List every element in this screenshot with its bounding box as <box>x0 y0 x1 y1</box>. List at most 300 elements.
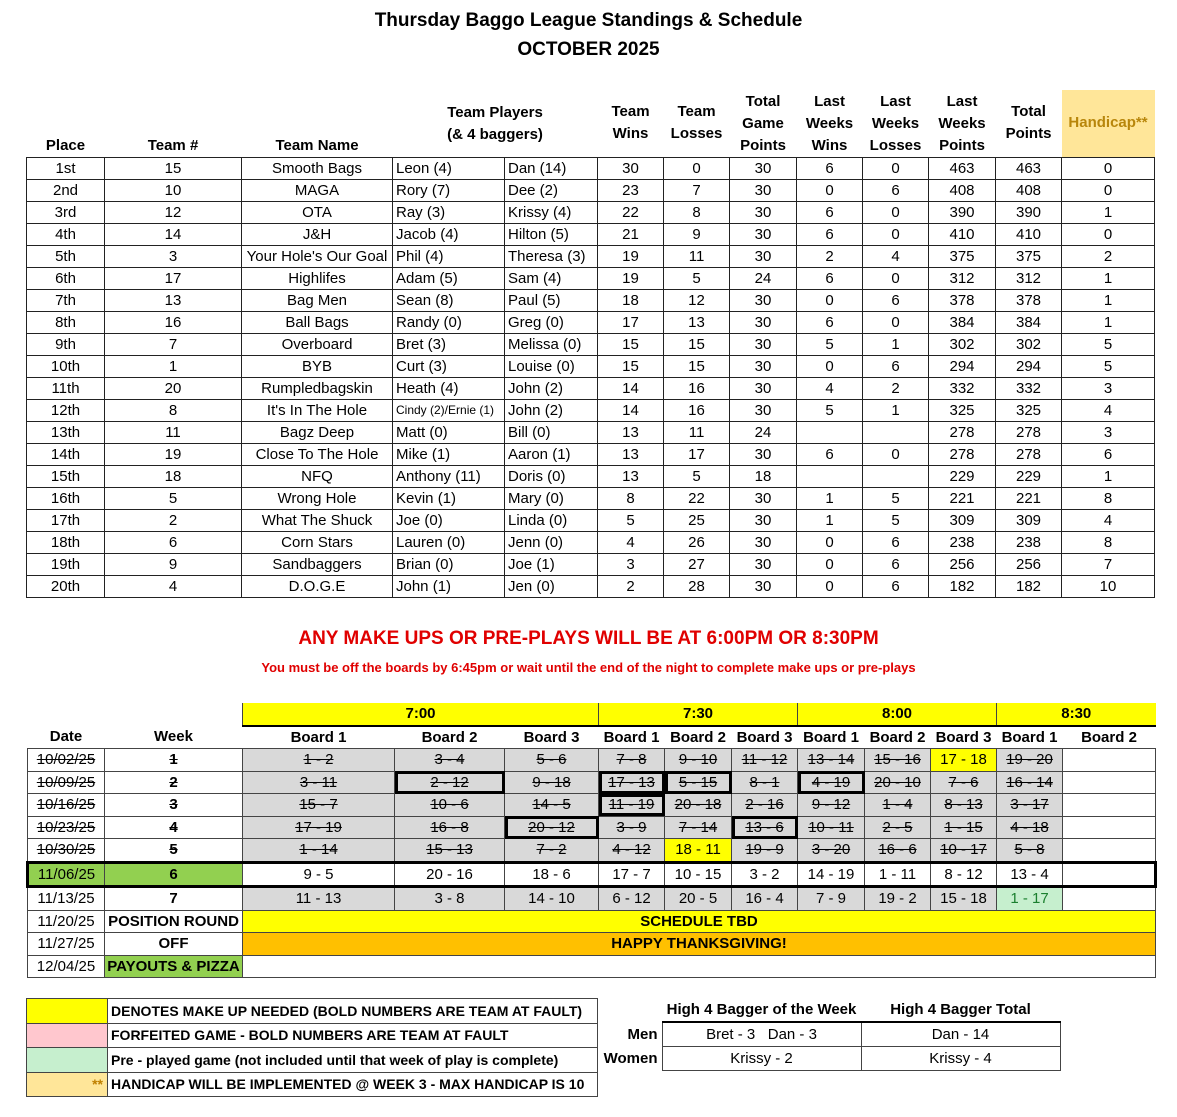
schedule-game: 17 - 7 <box>599 862 665 887</box>
standings-row <box>27 465 1155 487</box>
hfb-men-week: Bret - 3 Dan - 3 <box>662 1022 861 1047</box>
cell-total-points: 384 <box>996 311 1062 333</box>
cell-last-weeks-wins <box>797 465 863 487</box>
makeup-notice: ANY MAKE UPS OR PRE-PLAYS WILL BE AT 6:00PM OR 8:30PM <box>298 628 879 649</box>
cell-handicap: 3 <box>1062 421 1155 443</box>
cell-player-1: John (1) <box>393 575 505 597</box>
cell-total-points: 309 <box>996 509 1062 531</box>
cell-total-game-points: 30 <box>730 289 797 311</box>
cell-team-number: 16 <box>105 311 242 333</box>
cell-team-name: Wrong Hole <box>242 487 393 509</box>
standings-row <box>27 179 1155 201</box>
cell-last-weeks-wins: 0 <box>797 553 863 575</box>
schedule-game: 8 - 12 <box>931 862 997 887</box>
schedule-game: 18 - 6 <box>505 862 599 887</box>
schedule-game: 19 - 20 <box>997 749 1063 772</box>
schedule-game: 11 - 12 <box>732 749 798 772</box>
standings-row <box>27 421 1155 443</box>
schedule-header-0: Date <box>49 728 83 746</box>
schedule-game: 20 - 16 <box>395 862 505 887</box>
cell-handicap: 0 <box>1062 223 1155 245</box>
legend-text: Pre - played game (not included until that week of play is complete) <box>108 1048 598 1073</box>
cell-last-weeks-losses: 1 <box>863 399 929 421</box>
cell-place: 13th <box>27 421 105 443</box>
cell-total-game-points: 30 <box>730 487 797 509</box>
cell-team-name: It's In The Hole <box>242 399 393 421</box>
standings-row <box>27 509 1155 531</box>
schedule-game: 2 - 16 <box>732 794 798 817</box>
cell-team-number: 15 <box>105 157 242 179</box>
cell-wins: 30 <box>598 157 664 179</box>
cell-player-1: Phil (4) <box>393 245 505 267</box>
schedule-game: 15 - 7 <box>243 794 395 817</box>
cell-player-1: Sean (8) <box>393 289 505 311</box>
cell-losses: 16 <box>664 399 730 421</box>
schedule-row <box>28 839 1156 863</box>
cell-team-name: Bag Men <box>242 289 393 311</box>
schedule-date: 10/09/25 <box>28 771 105 794</box>
schedule-row <box>28 771 1156 794</box>
cell-player-2: Krissy (4) <box>505 201 598 223</box>
cell-player-2: Louise (0) <box>505 355 598 377</box>
cell-player-2: Jen (0) <box>505 575 598 597</box>
cell-last-weeks-wins: 0 <box>797 289 863 311</box>
schedule-game <box>1063 816 1156 839</box>
cell-player-1: Curt (3) <box>393 355 505 377</box>
time-slot-7-00: 7:00 <box>243 703 599 726</box>
cell-handicap: 5 <box>1062 333 1155 355</box>
cell-total-points: 408 <box>996 179 1062 201</box>
cell-player-1: Bret (3) <box>393 333 505 355</box>
cell-player-2: Paul (5) <box>505 289 598 311</box>
cell-last-weeks-points: 278 <box>929 421 996 443</box>
schedule-week: 1 <box>105 749 243 772</box>
cell-team-number: 1 <box>105 355 242 377</box>
schedule-game: 11 - 13 <box>243 887 395 911</box>
schedule-game: 17 - 19 <box>243 816 395 839</box>
page-title: Thursday Baggo League Standings & Schedule <box>374 10 803 31</box>
cell-team-name: Bagz Deep <box>242 421 393 443</box>
cell-total-game-points: 24 <box>730 421 797 443</box>
players-header-line2: (& 4 baggers) <box>447 126 543 143</box>
cell-team-number: 4 <box>105 575 242 597</box>
cell-player-1: Anthony (11) <box>393 465 505 487</box>
cell-last-weeks-wins: 6 <box>797 201 863 223</box>
schedule-game: 7 - 14 <box>665 816 732 839</box>
schedule-game: 15 - 13 <box>395 839 505 863</box>
cell-total-game-points: 30 <box>730 179 797 201</box>
cell-team-name: NFQ <box>242 465 393 487</box>
cell-last-weeks-wins: 0 <box>797 179 863 201</box>
schedule-header-10: Board 3 <box>935 728 992 746</box>
cell-player-1: Matt (0) <box>393 421 505 443</box>
schedule-week: POSITION ROUND <box>105 910 243 933</box>
schedule-game: 4 - 18 <box>997 816 1063 839</box>
col-header-last-weeks-wins: Last Weeks Wins <box>805 92 854 154</box>
schedule-game <box>1063 862 1156 887</box>
cell-losses: 16 <box>664 377 730 399</box>
time-slot-8-00: 8:00 <box>798 703 997 726</box>
cell-handicap: 0 <box>1062 157 1155 179</box>
cell-place: 10th <box>27 355 105 377</box>
cell-team-number: 10 <box>105 179 242 201</box>
cell-place: 2nd <box>27 179 105 201</box>
cell-last-weeks-points: 463 <box>929 157 996 179</box>
schedule-game: 15 - 18 <box>931 887 997 911</box>
schedule-header-6: Board 2 <box>670 728 726 746</box>
cell-total-game-points: 30 <box>730 311 797 333</box>
cell-player-2: Greg (0) <box>505 311 598 333</box>
schedule-game: 3 - 11 <box>243 771 395 794</box>
cell-last-weeks-points: 378 <box>929 289 996 311</box>
cell-total-game-points: 30 <box>730 377 797 399</box>
cell-team-name: MAGA <box>242 179 393 201</box>
cell-team-name: J&H <box>242 223 393 245</box>
cell-team-number: 11 <box>105 421 242 443</box>
schedule-table <box>26 703 1157 978</box>
standings-row <box>27 399 1155 421</box>
cell-total-game-points: 30 <box>730 333 797 355</box>
hfb-week-header: High 4 Bagger of the Week <box>662 998 861 1022</box>
legend-row <box>27 1072 598 1097</box>
cell-player-2: Doris (0) <box>505 465 598 487</box>
cell-team-name: Close To The Hole <box>242 443 393 465</box>
cell-player-2: John (2) <box>505 377 598 399</box>
players-header-line1: Team Players <box>447 104 543 121</box>
legend-text: DENOTES MAKE UP NEEDED (BOLD NUMBERS ARE TEAM AT FAULT) <box>108 999 598 1024</box>
cell-wins: 15 <box>598 355 664 377</box>
standings-row <box>27 311 1155 333</box>
cell-handicap: 5 <box>1062 355 1155 377</box>
col-header-team-number: Team # <box>147 136 199 154</box>
cell-last-weeks-losses: 6 <box>863 289 929 311</box>
legend-swatch <box>27 1048 108 1073</box>
schedule-game: 7 - 8 <box>599 749 665 772</box>
schedule-game: 9 - 5 <box>243 862 395 887</box>
cell-last-weeks-points: 182 <box>929 575 996 597</box>
cell-total-points: 294 <box>996 355 1062 377</box>
schedule-row <box>28 887 1156 911</box>
cell-team-number: 3 <box>105 245 242 267</box>
standings-row <box>27 487 1155 509</box>
schedule-game: 4 - 12 <box>599 839 665 863</box>
cell-handicap: 8 <box>1062 531 1155 553</box>
cell-player-2: Sam (4) <box>505 267 598 289</box>
cell-total-points: 375 <box>996 245 1062 267</box>
schedule-row <box>28 862 1156 887</box>
cell-team-name: Overboard <box>242 333 393 355</box>
schedule-game: 7 - 9 <box>798 887 865 911</box>
schedule-week: 5 <box>105 839 243 863</box>
cell-losses: 13 <box>664 311 730 333</box>
legend-swatch: ** <box>27 1072 108 1097</box>
cell-losses: 25 <box>664 509 730 531</box>
cell-total-game-points: 30 <box>730 553 797 575</box>
cell-player-1: Adam (5) <box>393 267 505 289</box>
cell-last-weeks-losses: 6 <box>863 553 929 575</box>
cell-total-game-points: 30 <box>730 355 797 377</box>
cell-team-name: Rumpledbagskin <box>242 377 393 399</box>
schedule-game: 14 - 19 <box>798 862 865 887</box>
cell-last-weeks-losses: 6 <box>863 575 929 597</box>
schedule-game: 9 - 12 <box>798 794 865 817</box>
cell-wins: 17 <box>598 311 664 333</box>
cell-last-weeks-losses <box>863 465 929 487</box>
cell-last-weeks-losses: 0 <box>863 311 929 333</box>
cell-handicap: 8 <box>1062 487 1155 509</box>
cell-player-1: Kevin (1) <box>393 487 505 509</box>
cell-handicap: 7 <box>1062 553 1155 575</box>
cell-last-weeks-losses: 1 <box>863 333 929 355</box>
cell-last-weeks-losses: 5 <box>863 487 929 509</box>
cell-last-weeks-wins: 1 <box>797 487 863 509</box>
cell-total-game-points: 30 <box>730 509 797 531</box>
cell-team-name: Corn Stars <box>242 531 393 553</box>
cell-team-number: 12 <box>105 201 242 223</box>
cell-place: 1st <box>27 157 105 179</box>
cell-losses: 12 <box>664 289 730 311</box>
schedule-game: 8 - 1 <box>732 771 798 794</box>
cell-team-name: Sandbaggers <box>242 553 393 575</box>
standings-row <box>27 553 1155 575</box>
schedule-game: 17 - 13 <box>599 771 665 794</box>
cell-wins: 15 <box>598 333 664 355</box>
cell-player-2: John (2) <box>505 399 598 421</box>
schedule-game: 3 - 17 <box>997 794 1063 817</box>
cell-losses: 22 <box>664 487 730 509</box>
col-header-wins: Team Wins <box>611 103 650 143</box>
schedule-game: 3 - 9 <box>599 816 665 839</box>
schedule-game: 1 - 11 <box>865 862 931 887</box>
schedule-game: 14 - 5 <box>505 794 599 817</box>
cell-wins: 13 <box>598 421 664 443</box>
cell-last-weeks-points: 278 <box>929 443 996 465</box>
schedule-game: 1 - 4 <box>865 794 931 817</box>
cell-last-weeks-wins: 1 <box>797 509 863 531</box>
schedule-game: 11 - 19 <box>599 794 665 817</box>
cell-total-points: 410 <box>996 223 1062 245</box>
cell-losses: 9 <box>664 223 730 245</box>
standings-row <box>27 201 1155 223</box>
cell-team-number: 8 <box>105 399 242 421</box>
schedule-game: 20 - 12 <box>505 816 599 839</box>
schedule-game: 7 - 6 <box>931 771 997 794</box>
schedule-date: 11/06/25 <box>28 862 105 887</box>
schedule-header-5: Board 1 <box>603 728 660 746</box>
schedule-game: 9 - 10 <box>665 749 732 772</box>
standings-row <box>27 443 1155 465</box>
cell-losses: 5 <box>664 267 730 289</box>
cell-last-weeks-losses: 6 <box>863 531 929 553</box>
schedule-header-1: Week <box>154 728 193 746</box>
cell-player-2: Linda (0) <box>505 509 598 531</box>
cell-last-weeks-points: 221 <box>929 487 996 509</box>
schedule-game: 16 - 6 <box>865 839 931 863</box>
cell-place: 8th <box>27 311 105 333</box>
legend-row <box>27 1048 598 1073</box>
schedule-special-row <box>28 955 1156 978</box>
cell-last-weeks-losses: 6 <box>863 179 929 201</box>
schedule-week: 6 <box>105 862 243 887</box>
cell-player-1: Brian (0) <box>393 553 505 575</box>
cell-team-name: Smooth Bags <box>242 157 393 179</box>
schedule-game: 15 - 16 <box>865 749 931 772</box>
schedule-special-row <box>28 933 1156 956</box>
schedule-note <box>243 955 1156 978</box>
hfb-men-label: Men <box>627 1025 658 1043</box>
cell-wins: 2 <box>598 575 664 597</box>
schedule-week: 2 <box>105 771 243 794</box>
standings-row <box>27 333 1155 355</box>
cell-wins: 14 <box>598 377 664 399</box>
cell-player-1: Lauren (0) <box>393 531 505 553</box>
cell-player-2: Dan (14) <box>505 157 598 179</box>
cell-team-number: 13 <box>105 289 242 311</box>
cell-last-weeks-points: 384 <box>929 311 996 333</box>
cell-team-number: 2 <box>105 509 242 531</box>
cell-team-name: BYB <box>242 355 393 377</box>
cell-player-2: Joe (1) <box>505 553 598 575</box>
schedule-header-11: Board 1 <box>1001 728 1058 746</box>
cell-player-1: Leon (4) <box>393 157 505 179</box>
cell-last-weeks-wins: 4 <box>797 377 863 399</box>
cell-losses: 15 <box>664 355 730 377</box>
cell-handicap: 1 <box>1062 311 1155 333</box>
cell-last-weeks-points: 229 <box>929 465 996 487</box>
cell-player-1: Rory (7) <box>393 179 505 201</box>
schedule-game: 20 - 18 <box>665 794 732 817</box>
col-header-total-points: Total Points <box>1005 103 1052 143</box>
cell-team-number: 14 <box>105 223 242 245</box>
cell-player-2: Aaron (1) <box>505 443 598 465</box>
schedule-game: 2 - 12 <box>395 771 505 794</box>
schedule-header-3: Board 2 <box>421 728 478 746</box>
cell-losses: 11 <box>664 245 730 267</box>
cell-last-weeks-losses: 0 <box>863 443 929 465</box>
cell-handicap: 1 <box>1062 465 1155 487</box>
cell-wins: 19 <box>598 267 664 289</box>
hfb-women-total: Krissy - 4 <box>861 1047 1060 1071</box>
schedule-game: 20 - 10 <box>865 771 931 794</box>
cell-team-name: D.O.G.E <box>242 575 393 597</box>
cell-place: 6th <box>27 267 105 289</box>
cell-losses: 11 <box>664 421 730 443</box>
cell-handicap: 1 <box>1062 267 1155 289</box>
cell-wins: 13 <box>598 465 664 487</box>
cell-team-number: 18 <box>105 465 242 487</box>
schedule-header-4: Board 3 <box>523 728 580 746</box>
cell-team-number: 9 <box>105 553 242 575</box>
cell-wins: 21 <box>598 223 664 245</box>
cell-total-points: 390 <box>996 201 1062 223</box>
cell-total-points: 278 <box>996 443 1062 465</box>
cell-last-weeks-wins: 5 <box>797 333 863 355</box>
schedule-note: HAPPY THANKSGIVING! <box>243 933 1156 956</box>
standings-row <box>27 245 1155 267</box>
standings-row <box>27 267 1155 289</box>
cell-last-weeks-points: 294 <box>929 355 996 377</box>
cell-last-weeks-wins: 6 <box>797 267 863 289</box>
cell-last-weeks-wins: 6 <box>797 443 863 465</box>
cell-total-points: 332 <box>996 377 1062 399</box>
schedule-game: 6 - 12 <box>599 887 665 911</box>
cell-total-points: 302 <box>996 333 1062 355</box>
cell-losses: 0 <box>664 157 730 179</box>
cell-last-weeks-losses: 0 <box>863 201 929 223</box>
cell-player-1: Jacob (4) <box>393 223 505 245</box>
cell-last-weeks-losses: 6 <box>863 355 929 377</box>
cell-last-weeks-wins: 0 <box>797 355 863 377</box>
hfb-men-total: Dan - 14 <box>861 1022 1060 1047</box>
cell-place: 19th <box>27 553 105 575</box>
schedule-game: 16 - 4 <box>732 887 798 911</box>
cell-last-weeks-points: 390 <box>929 201 996 223</box>
schedule-game: 3 - 20 <box>798 839 865 863</box>
cell-place: 18th <box>27 531 105 553</box>
cell-handicap: 1 <box>1062 289 1155 311</box>
cell-wins: 22 <box>598 201 664 223</box>
schedule-header-9: Board 2 <box>869 728 926 746</box>
standings-row <box>27 355 1155 377</box>
cell-handicap: 4 <box>1062 509 1155 531</box>
cell-last-weeks-losses: 0 <box>863 267 929 289</box>
makeup-subnotice: You must be off the boards by 6:45pm or wait until the end of the night to complete make ups or pre-plays <box>261 660 916 675</box>
schedule-game: 16 - 8 <box>395 816 505 839</box>
cell-losses: 8 <box>664 201 730 223</box>
schedule-week: 3 <box>105 794 243 817</box>
hfb-women-week: Krissy - 2 <box>662 1047 861 1071</box>
col-header-losses: Team Losses <box>670 103 723 143</box>
cell-last-weeks-points: 256 <box>929 553 996 575</box>
schedule-game: 4 - 19 <box>798 771 865 794</box>
cell-place: 9th <box>27 333 105 355</box>
schedule-game <box>1063 839 1156 863</box>
cell-last-weeks-losses: 4 <box>863 245 929 267</box>
standings-row <box>27 531 1155 553</box>
standings-row <box>27 157 1155 179</box>
schedule-game <box>1063 794 1156 817</box>
schedule-game: 14 - 10 <box>505 887 599 911</box>
cell-losses: 28 <box>664 575 730 597</box>
cell-last-weeks-points: 325 <box>929 399 996 421</box>
cell-team-number: 5 <box>105 487 242 509</box>
schedule-special-row <box>28 910 1156 933</box>
schedule-game <box>1063 749 1156 772</box>
cell-total-points: 221 <box>996 487 1062 509</box>
cell-wins: 23 <box>598 179 664 201</box>
cell-losses: 26 <box>664 531 730 553</box>
col-header-total-game-points: Total Game Points <box>740 92 786 154</box>
cell-wins: 5 <box>598 509 664 531</box>
legend-row <box>27 1023 598 1048</box>
cell-place: 11th <box>27 377 105 399</box>
standings-row <box>27 289 1155 311</box>
cell-last-weeks-points: 238 <box>929 531 996 553</box>
cell-wins: 8 <box>598 487 664 509</box>
cell-last-weeks-points: 332 <box>929 377 996 399</box>
cell-player-1: Ray (3) <box>393 201 505 223</box>
schedule-week: OFF <box>105 933 243 956</box>
cell-handicap: 4 <box>1062 399 1155 421</box>
cell-handicap: 10 <box>1062 575 1155 597</box>
cell-wins: 4 <box>598 531 664 553</box>
schedule-header-7: Board 3 <box>736 728 793 746</box>
schedule-game: 3 - 8 <box>395 887 505 911</box>
schedule-game <box>1063 887 1156 911</box>
schedule-game: 1 - 2 <box>243 749 395 772</box>
cell-last-weeks-wins: 6 <box>797 223 863 245</box>
cell-place: 15th <box>27 465 105 487</box>
